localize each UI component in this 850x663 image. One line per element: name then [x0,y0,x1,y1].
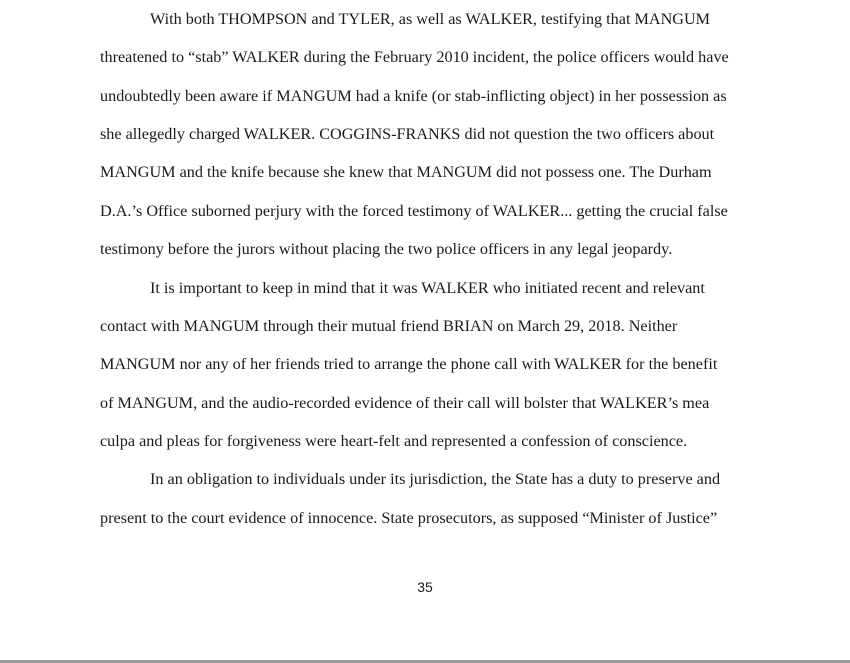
page-number: 35 [417,579,433,595]
paragraph-2-line-5: culpa and pleas for forgiveness were heart-felt and represented a confession of conscience. [100,432,688,450]
paragraph-1-line-7: testimony before the jurors without placing the two police officers in any legal jeopardy. [100,240,673,258]
paragraph-3-line-1: In an obligation to individuals under its jurisdiction, the State has a duty to preserve and [150,470,721,488]
paragraph-2-line-2: contact with MANGUM through their mutual friend BRIAN on March 29, 2018. Neither [100,317,678,335]
paragraph-2-line-3: MANGUM nor any of her friends tried to arrange the phone call with WALKER for the benefit [100,355,718,373]
paragraph-1-line-6: D.A.’s Office suborned perjury with the forced testimony of WALKER... getting the crucial false [100,202,728,220]
paragraph-1-line-2: threatened to “stab” WALKER during the February 2010 incident, the police officers would have [100,48,729,66]
paragraph-1-line-3: undoubtedly been aware if MANGUM had a knife (or stab-inflicting object) in her possession as [100,87,727,105]
paragraph-1-line-5: MANGUM and the knife because she knew that MANGUM did not possess one. The Durham [100,163,712,181]
paragraph-2-line-4: of MANGUM, and the audio-recorded evidence of their call will bolster that WALKER’s mea [100,394,710,412]
paragraph-2-line-1: It is important to keep in mind that it was WALKER who initiated recent and relevant [150,279,705,297]
paragraph-1-line-1: With both THOMPSON and TYLER, as well as WALKER, testifying that MANGUM [150,10,711,28]
paragraph-1-line-4: she allegedly charged WALKER. COGGINS-FRANKS did not question the two officers about [100,125,715,143]
paragraph-3-line-2: present to the court evidence of innocence. State prosecutors, as supposed “Minister of Justice” [100,509,718,527]
